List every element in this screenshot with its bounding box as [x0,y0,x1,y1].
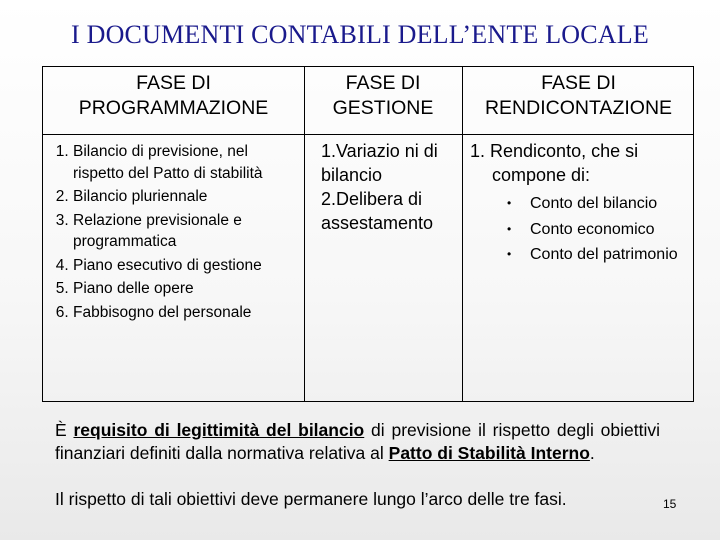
page-number: 15 [663,497,677,511]
list-item: 3. Relazione previsionale e programmatica [73,210,279,253]
sub-item-text: Conto del patrimonio [530,246,678,263]
sub-list-item [470,244,692,266]
header-line: FASE DI [345,72,421,94]
header-line: GESTIONE [332,97,434,119]
sub-item-text: Conto economico [530,220,655,238]
list-item: 5. Piano delle opere [73,278,279,300]
programmazione-list [49,141,279,325]
sub-list-item [470,219,692,241]
note-underlined: Patto di Stabilità Interno [388,442,590,463]
list-item: 6. Fabbisogno del personale [73,302,279,324]
header-divider [43,134,693,135]
sub-list-item [470,193,692,215]
header-gestione [304,71,462,121]
rendicontazione-list [470,139,692,270]
note-text: È [55,420,74,440]
note-paragraph [55,419,660,464]
bullet-icon: • [507,196,512,210]
sub-item-text: Conto del bilancio [530,195,658,212]
list-item: 2. Bilancio pluriennale [73,186,279,208]
header-line: RENDICONTAZIONE [484,97,673,119]
bullet-icon: • [507,247,512,261]
note-underlined: requisito di legittimità del bilancio [73,420,365,440]
note-text: di previsione il rispetto degli obiettivi finanziari definiti dalla normativa relativa al [55,420,660,463]
list-item: 1.Variazio ni di bilancio [321,141,438,185]
header-line: PROGRAMMAZIONE [78,97,269,119]
bullet-icon: • [507,221,512,236]
gestione-list [321,139,451,235]
list-item: 2.Delibera di assestamento [321,189,434,233]
header-line: FASE DI [136,72,211,94]
header-line: FASE DI [541,72,616,94]
list-item: 4. Piano esecutivo di gestione [73,255,279,277]
list-item: 1. Bilancio di previsione, nel rispetto del Patto di stabilità [73,141,279,184]
note-text: . [589,442,595,463]
note-last-line: Il rispetto di tali obiettivi deve permanere lungo l’arco delle tre fasi. [55,489,567,509]
header-programmazione [43,71,304,121]
list-item: 1. Rendiconto, che si compone di: [470,141,639,185]
header-rendicontazione [462,71,695,121]
page-title: I DOCUMENTI CONTABILI DELL’ENTE LOCALE [71,20,649,49]
phases-table [42,66,694,402]
